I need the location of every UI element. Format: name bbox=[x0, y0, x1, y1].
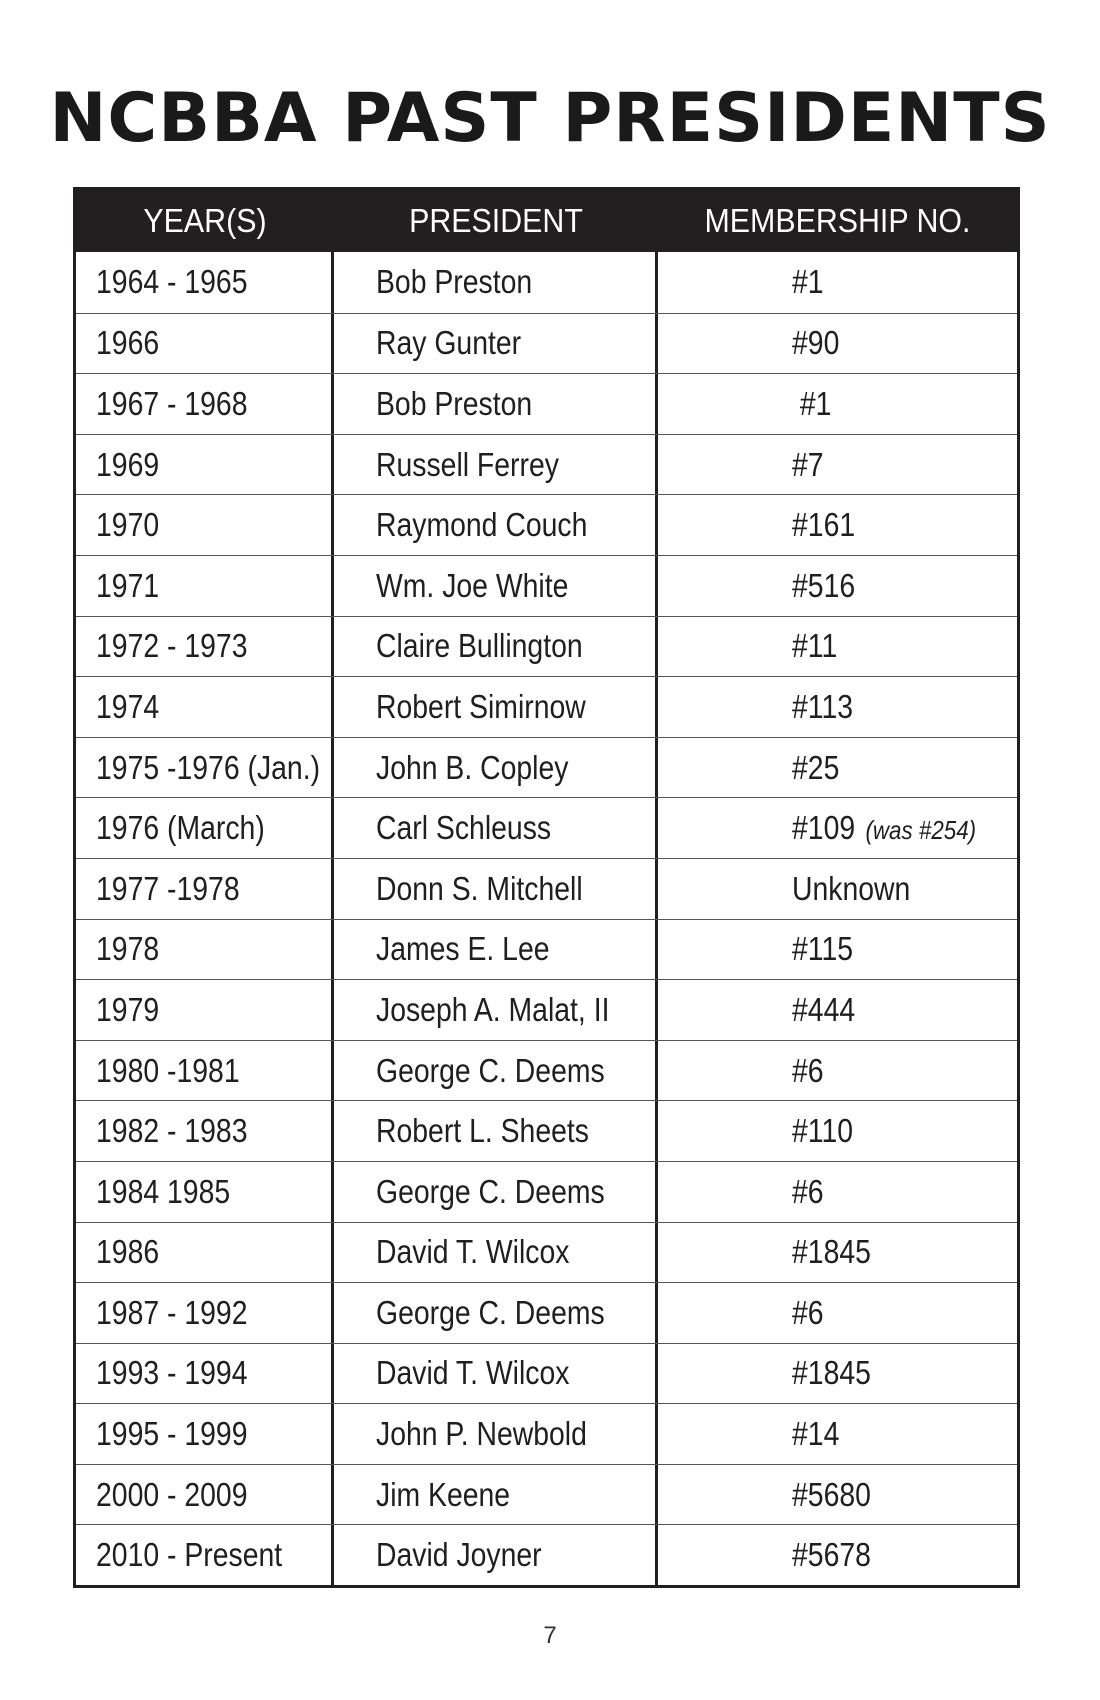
membership-text: #90 bbox=[792, 324, 840, 362]
cell-membership bbox=[658, 374, 1017, 434]
membership-group bbox=[792, 991, 855, 1029]
membership-text: #14 bbox=[792, 1415, 840, 1453]
cell-president bbox=[334, 314, 658, 374]
cell-president bbox=[334, 859, 658, 919]
president-text: David T. Wilcox bbox=[376, 1233, 570, 1271]
years-text: 1967 - 1968 bbox=[96, 384, 248, 422]
membership-group bbox=[792, 749, 839, 787]
cell-president bbox=[334, 252, 658, 313]
years-text: 1971 bbox=[96, 566, 160, 604]
membership-group bbox=[792, 324, 839, 362]
cell-years bbox=[76, 374, 334, 434]
table-row bbox=[76, 797, 1017, 858]
page-title: NCBBA PAST PRESIDENTS bbox=[49, 79, 1051, 158]
membership-text: #5680 bbox=[792, 1475, 871, 1513]
cell-president bbox=[334, 1041, 658, 1101]
table-row bbox=[76, 555, 1017, 616]
cell-president bbox=[334, 1525, 658, 1585]
membership-text: #1 bbox=[792, 263, 824, 301]
membership-text: #25 bbox=[792, 748, 840, 786]
table-row bbox=[76, 979, 1017, 1040]
cell-membership bbox=[658, 495, 1017, 555]
membership-group bbox=[792, 1233, 871, 1271]
table-row bbox=[76, 494, 1017, 555]
cell-years bbox=[76, 314, 334, 374]
cell-membership bbox=[658, 617, 1017, 677]
cell-years bbox=[76, 617, 334, 677]
membership-group bbox=[792, 1536, 871, 1574]
page-number: 7 bbox=[543, 1622, 557, 1649]
table-row bbox=[76, 1282, 1017, 1343]
cell-membership bbox=[658, 1041, 1017, 1101]
president-text: Joseph A. Malat, II bbox=[376, 990, 610, 1028]
cell-president bbox=[334, 435, 658, 495]
years-text: 1977 -1978 bbox=[96, 869, 240, 907]
table-row bbox=[76, 858, 1017, 919]
table-row bbox=[76, 1161, 1017, 1222]
table-body bbox=[76, 252, 1017, 1585]
cell-years bbox=[76, 1283, 334, 1343]
cell-years bbox=[76, 1162, 334, 1222]
cell-president bbox=[334, 1223, 658, 1283]
cell-membership bbox=[658, 798, 1017, 858]
table-row bbox=[76, 1222, 1017, 1283]
membership-text: #1845 bbox=[792, 1233, 871, 1271]
table-row bbox=[76, 1524, 1017, 1585]
cell-president bbox=[334, 980, 658, 1040]
cell-years bbox=[76, 1223, 334, 1283]
president-text: Ray Gunter bbox=[376, 324, 522, 362]
cell-years bbox=[76, 556, 334, 616]
cell-years bbox=[76, 495, 334, 555]
cell-years bbox=[76, 1344, 334, 1404]
cell-president bbox=[334, 1101, 658, 1161]
president-text: Jim Keene bbox=[376, 1475, 511, 1513]
years-text: 1982 - 1983 bbox=[96, 1112, 248, 1150]
president-text: George C. Deems bbox=[376, 1293, 605, 1331]
years-text: 1976 (March) bbox=[96, 809, 265, 847]
table-header-row bbox=[76, 190, 1017, 252]
cell-years bbox=[76, 859, 334, 919]
years-text: 1980 -1981 bbox=[96, 1051, 240, 1089]
table-row bbox=[76, 373, 1017, 434]
president-text: Donn S. Mitchell bbox=[376, 869, 583, 907]
membership-text: #1 bbox=[792, 384, 832, 422]
table-row bbox=[76, 616, 1017, 677]
cell-years bbox=[76, 435, 334, 495]
president-text: Wm. Joe White bbox=[376, 566, 569, 604]
president-text: Robert Simirnow bbox=[376, 687, 586, 725]
president-text: Bob Preston bbox=[376, 263, 533, 301]
table-row bbox=[76, 737, 1017, 798]
years-text: 2000 - 2009 bbox=[96, 1475, 248, 1513]
table-row bbox=[76, 1040, 1017, 1101]
membership-group bbox=[792, 627, 837, 665]
header-president: PRESIDENT bbox=[409, 202, 583, 239]
president-text: George C. Deems bbox=[376, 1051, 605, 1089]
cell-years bbox=[76, 1101, 334, 1161]
membership-text: #6 bbox=[792, 1051, 824, 1089]
cell-president bbox=[334, 920, 658, 980]
cell-president bbox=[334, 677, 658, 737]
cell-president bbox=[334, 374, 658, 434]
membership-group bbox=[792, 1476, 871, 1514]
membership-text: #161 bbox=[792, 506, 856, 544]
president-text: Russell Ferrey bbox=[376, 445, 559, 483]
cell-years bbox=[76, 252, 334, 313]
membership-group bbox=[792, 1173, 824, 1211]
membership-text: Unknown bbox=[792, 869, 911, 907]
years-text: 1972 - 1973 bbox=[96, 627, 248, 665]
cell-membership bbox=[658, 738, 1017, 798]
membership-group bbox=[792, 1112, 853, 1150]
cell-years bbox=[76, 920, 334, 980]
years-text: 1993 - 1994 bbox=[96, 1354, 248, 1392]
cell-membership bbox=[658, 980, 1017, 1040]
cell-membership bbox=[658, 920, 1017, 980]
cell-president bbox=[334, 1162, 658, 1222]
cell-president bbox=[334, 556, 658, 616]
years-text: 1974 bbox=[96, 687, 160, 725]
cell-president bbox=[334, 1344, 658, 1404]
president-text: John B. Copley bbox=[376, 748, 569, 786]
cell-membership bbox=[658, 859, 1017, 919]
header-years: YEAR(S) bbox=[143, 202, 267, 239]
cell-president bbox=[334, 495, 658, 555]
president-text: Bob Preston bbox=[376, 384, 533, 422]
president-text: George C. Deems bbox=[376, 1172, 605, 1210]
president-text: Robert L. Sheets bbox=[376, 1112, 589, 1150]
years-text: 1975 -1976 (Jan.) bbox=[96, 748, 321, 786]
cell-president bbox=[334, 1465, 658, 1525]
cell-membership bbox=[658, 1525, 1017, 1585]
membership-group bbox=[792, 1415, 839, 1453]
table-row bbox=[76, 434, 1017, 495]
years-text: 1986 bbox=[96, 1233, 160, 1271]
membership-text: #6 bbox=[792, 1172, 824, 1210]
cell-years bbox=[76, 1465, 334, 1525]
table-row bbox=[76, 252, 1017, 313]
president-text: John P. Newbold bbox=[376, 1415, 587, 1453]
membership-group bbox=[792, 1354, 871, 1392]
years-text: 1995 - 1999 bbox=[96, 1415, 248, 1453]
years-text: 1979 bbox=[96, 990, 160, 1028]
table-row bbox=[76, 313, 1017, 374]
president-text: Claire Bullington bbox=[376, 627, 583, 665]
membership-text: #115 bbox=[792, 930, 854, 968]
cell-president bbox=[334, 1404, 658, 1464]
cell-years bbox=[76, 1404, 334, 1464]
cell-president bbox=[334, 738, 658, 798]
table-row bbox=[76, 1343, 1017, 1404]
cell-years bbox=[76, 677, 334, 737]
membership-group bbox=[792, 506, 855, 544]
membership-group bbox=[792, 446, 824, 484]
cell-membership bbox=[658, 1223, 1017, 1283]
table-row bbox=[76, 919, 1017, 980]
president-text: David T. Wilcox bbox=[376, 1354, 570, 1392]
membership-group bbox=[792, 870, 910, 908]
cell-years bbox=[76, 798, 334, 858]
membership-note: (was #254) bbox=[865, 815, 977, 846]
membership-text: #516 bbox=[792, 566, 856, 604]
years-text: 1987 - 1992 bbox=[96, 1293, 248, 1331]
table-row bbox=[76, 1464, 1017, 1525]
membership-text: #113 bbox=[792, 687, 854, 725]
cell-membership bbox=[658, 314, 1017, 374]
header-membership: MEMBERSHIP NO. bbox=[704, 202, 971, 239]
president-text: Raymond Couch bbox=[376, 506, 588, 544]
cell-years bbox=[76, 1041, 334, 1101]
table-row bbox=[76, 676, 1017, 737]
membership-text: #109 bbox=[792, 809, 856, 847]
cell-membership bbox=[658, 1344, 1017, 1404]
membership-group bbox=[792, 1294, 824, 1332]
membership-group bbox=[792, 688, 853, 726]
years-text: 1966 bbox=[96, 324, 160, 362]
membership-group bbox=[792, 1052, 824, 1090]
membership-group bbox=[792, 567, 855, 605]
cell-membership bbox=[658, 1404, 1017, 1464]
cell-membership bbox=[658, 435, 1017, 495]
membership-text: #6 bbox=[792, 1293, 824, 1331]
years-text: 1970 bbox=[96, 506, 160, 544]
years-text: 1969 bbox=[96, 445, 160, 483]
cell-membership bbox=[658, 677, 1017, 737]
years-text: 2010 - Present bbox=[96, 1536, 283, 1574]
cell-years bbox=[76, 738, 334, 798]
membership-text: #444 bbox=[792, 990, 856, 1028]
cell-president bbox=[334, 1283, 658, 1343]
membership-group bbox=[792, 809, 976, 847]
membership-text: #5678 bbox=[792, 1536, 871, 1574]
cell-membership bbox=[658, 252, 1017, 313]
cell-membership bbox=[658, 1283, 1017, 1343]
cell-membership bbox=[658, 556, 1017, 616]
membership-group bbox=[792, 385, 831, 423]
president-text: Carl Schleuss bbox=[376, 809, 552, 847]
membership-group bbox=[792, 930, 853, 968]
cell-years bbox=[76, 980, 334, 1040]
membership-text: #1845 bbox=[792, 1354, 871, 1392]
membership-text: #7 bbox=[792, 445, 824, 483]
president-text: David Joyner bbox=[376, 1536, 542, 1574]
table-row bbox=[76, 1403, 1017, 1464]
cell-membership bbox=[658, 1162, 1017, 1222]
cell-president bbox=[334, 617, 658, 677]
president-text: James E. Lee bbox=[376, 930, 550, 968]
membership-text: #110 bbox=[792, 1112, 854, 1150]
cell-president bbox=[334, 798, 658, 858]
years-text: 1978 bbox=[96, 930, 160, 968]
cell-years bbox=[76, 1525, 334, 1585]
presidents-table bbox=[73, 187, 1020, 1588]
membership-group bbox=[792, 263, 824, 301]
cell-membership bbox=[658, 1465, 1017, 1525]
years-text: 1964 - 1965 bbox=[96, 263, 248, 301]
years-text: 1984 1985 bbox=[96, 1172, 231, 1210]
table-row bbox=[76, 1100, 1017, 1161]
membership-text: #11 bbox=[792, 627, 838, 665]
cell-membership bbox=[658, 1101, 1017, 1161]
